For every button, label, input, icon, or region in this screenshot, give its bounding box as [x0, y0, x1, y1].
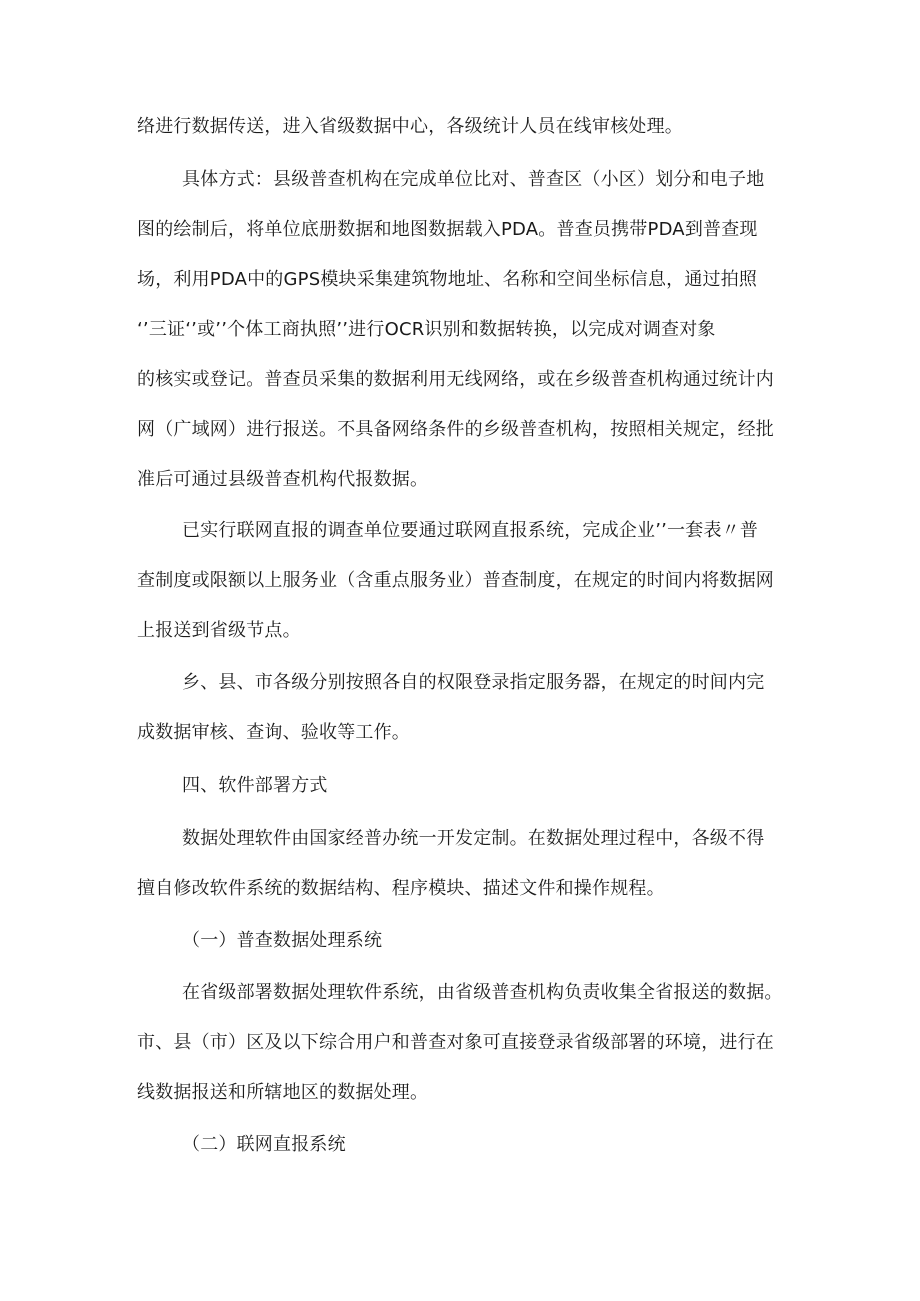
text-line: 查制度或限额以上服务业（含重点服务业）普查制度，在规定的时间内将数据网 [137, 570, 774, 591]
text-line: 成数据审核、查询、验收等工作。 [137, 722, 410, 743]
subsection-heading: （一）普查数据处理系统 [182, 930, 383, 951]
subsection-heading: （二）联网直报系统 [182, 1134, 346, 1155]
section-heading: 四、软件部署方式 [182, 775, 328, 796]
text-line: 网（广域网）进行报送。不具备网络条件的乡级普查机构，按照相关规定，经批 [137, 419, 774, 440]
text-line: 数据处理软件由国家经普办统一开发定制。在数据处理过程中，各级不得 [182, 828, 765, 849]
text-line: 乡、县、市各级分别按照各自的权限登录指定服务器，在规定的时间内完 [182, 672, 765, 693]
text-line: 络进行数据传送，进入省级数据中心，各级统计人员在线审核处理。 [137, 116, 683, 137]
text-line: ‘’三证‘’或’’个体工商执照’’进行OCR识别和数据转换，以完成对调查对象 [137, 319, 716, 340]
text-line: 在省级部署数据处理软件系统，由省级普查机构负责收集全省报送的数据。 [182, 982, 783, 1003]
text-line: 已实行联网直报的调查单位要通过联网直报系统，完成企业’’一套表〃普 [182, 520, 759, 541]
text-line: 的核实或登记。普查员采集的数据利用无线网络，或在乡级普查机构通过统计内 [137, 369, 774, 390]
text-line: 准后可通过县级普查机构代报数据。 [137, 469, 429, 490]
text-line: 上报送到省级节点。 [137, 620, 301, 641]
text-line: 线数据报送和所辖地区的数据处理。 [137, 1082, 429, 1103]
text-line: 场，利用PDA中的GPS模块采集建筑物地址、名称和空间坐标信息，通过拍照 [137, 269, 758, 290]
text-line: 市、县（市）区及以下综合用户和普查对象可直接登录省级部署的环境，进行在 [137, 1032, 774, 1053]
text-line: 擅自修改软件系统的数据结构、程序模块、描述文件和操作规程。 [137, 878, 665, 899]
text-line: 图的绘制后，将单位底册数据和地图数据载入PDA。普查员携带PDA到普查现 [137, 219, 758, 240]
text-line: 具体方式：县级普查机构在完成单位比对、普查区（小区）划分和电子地 [182, 169, 765, 190]
